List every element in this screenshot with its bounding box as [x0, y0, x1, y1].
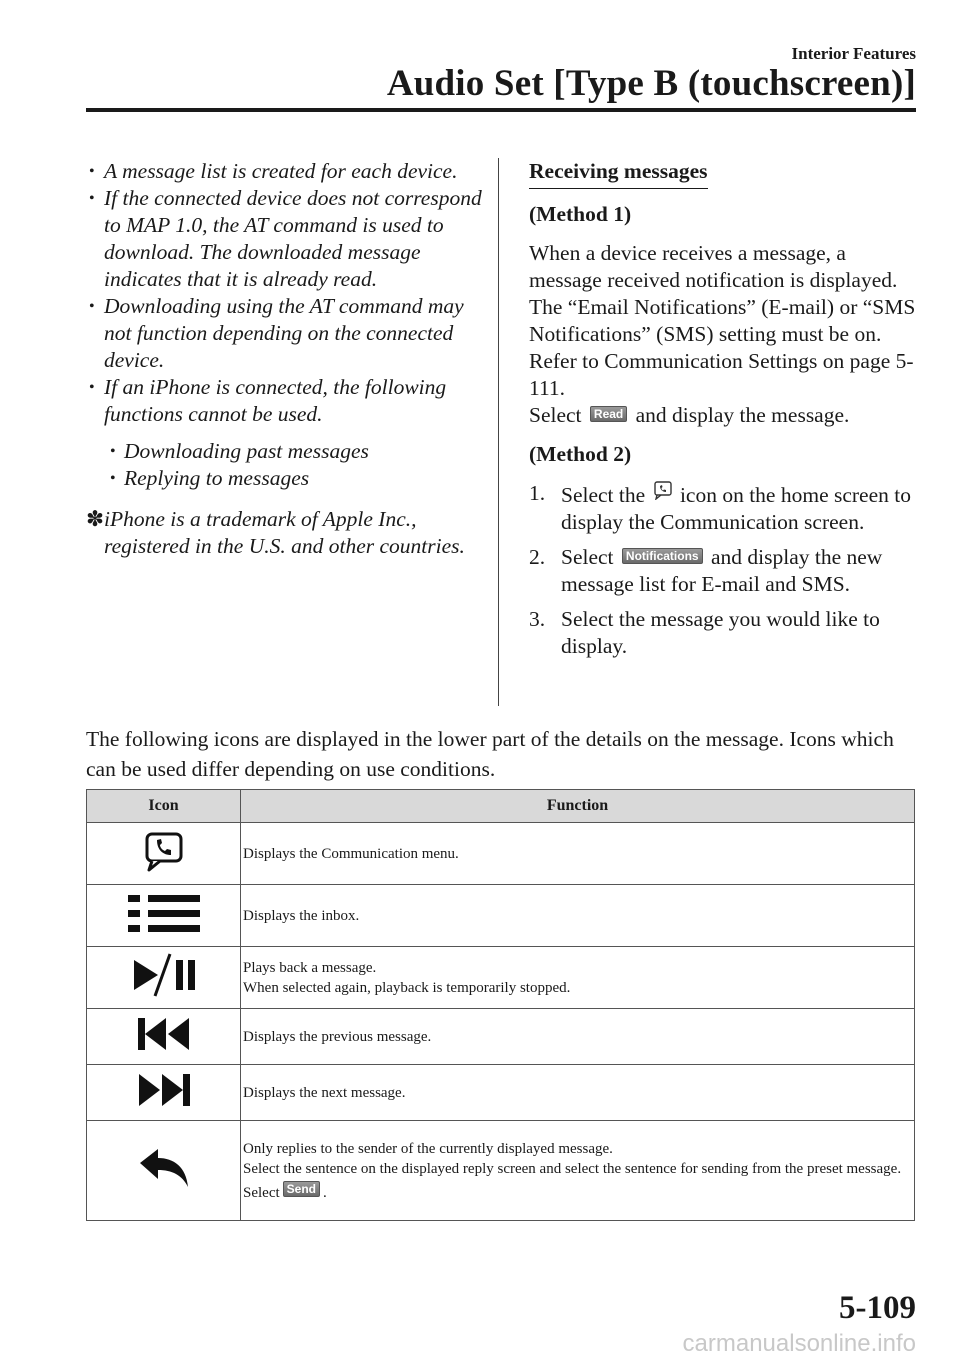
watermark: carmanualsonline.info [682, 1330, 916, 1357]
icons-intro: The following icons are displayed in the lower part of the details on the message. Icons which can be used differ depending on use conditions. [86, 727, 894, 781]
method-label: (Method 1) [529, 202, 632, 226]
method1-text: When a device receives a message, a message received notification is displayed. The “Email Notifications” (E-mail) or “SMS Notifications” (SMS) setting must be on. Refer to Communication Settings on page 5-111. Select Read and display the message. [529, 241, 916, 427]
section-heading: Receiving messages [529, 158, 708, 189]
function-cell: Plays back a message. When selected again, playback is temporarily stopped. [241, 947, 915, 1009]
reply-icon [136, 1145, 192, 1191]
next-icon [136, 1070, 192, 1110]
communication-icon [142, 829, 186, 873]
function-cell: Displays the previous message. [241, 1009, 915, 1065]
notifications-button-image: Notifications [622, 548, 703, 564]
table-row [87, 823, 915, 885]
send-button-image: Send [283, 1181, 320, 1197]
note-bullet: • If the connected device does not correspond to MAP 1.0, the AT command is used to download. The downloaded message indicates that it is already read. [89, 186, 482, 291]
icon-column-header: Icon [87, 790, 241, 823]
step-item: 3. Select the message you would like to display. [529, 607, 880, 658]
note-sub-bullet: • Downloading past messages [110, 439, 369, 463]
section-title: Interior Features [791, 44, 916, 63]
table-row [87, 885, 915, 947]
play-pause-icon [128, 952, 200, 998]
page-number: 5-109 [839, 1290, 916, 1326]
note-bullet: • Downloading using the AT command may not function depending on the connected device. [89, 294, 464, 372]
step-item: 1. Select the icon on the home screen to display the Communication screen. [529, 481, 911, 534]
table-row [87, 1121, 915, 1221]
function-cell: Displays the inbox. [241, 885, 915, 947]
table-row [87, 1009, 915, 1065]
method-label: (Method 2) [529, 442, 632, 466]
table-header-row [87, 790, 915, 823]
note-sub-bullet: • Replying to messages [110, 466, 310, 490]
note-bullet: • If an iPhone is connected, the following functions cannot be used. [89, 375, 447, 426]
read-button-image: Read [590, 406, 627, 422]
table-row [87, 1065, 915, 1121]
list-icon [124, 891, 204, 935]
function-cell: Displays the Communication menu. [241, 823, 915, 885]
step-item: 2. Select Notifications and display the new message list for E-mail and SMS. [529, 545, 883, 596]
function-cell: Only replies to the sender of the currently displayed message. Select the sentence on the displayed reply screen and select the sentence for sending from the preset message. Select Send . [241, 1121, 915, 1221]
note-bullet: • A message list is created for each device. [89, 159, 458, 183]
notes-column [86, 158, 482, 560]
page-title: Audio Set [Type B (touchscreen)] [386, 63, 916, 104]
function-column-header: Function [241, 790, 915, 823]
receiving-messages-section [529, 158, 924, 660]
header-rule [86, 108, 916, 112]
icon-function-table [86, 789, 915, 1221]
communication-icon [653, 480, 673, 500]
table-row [87, 947, 915, 1009]
column-divider [498, 158, 499, 706]
function-cell: Displays the next message. [241, 1065, 915, 1121]
previous-icon [136, 1014, 192, 1054]
trademark-note: ✽ iPhone is a trademark of Apple Inc., registered in the U.S. and other countries. [86, 507, 465, 558]
